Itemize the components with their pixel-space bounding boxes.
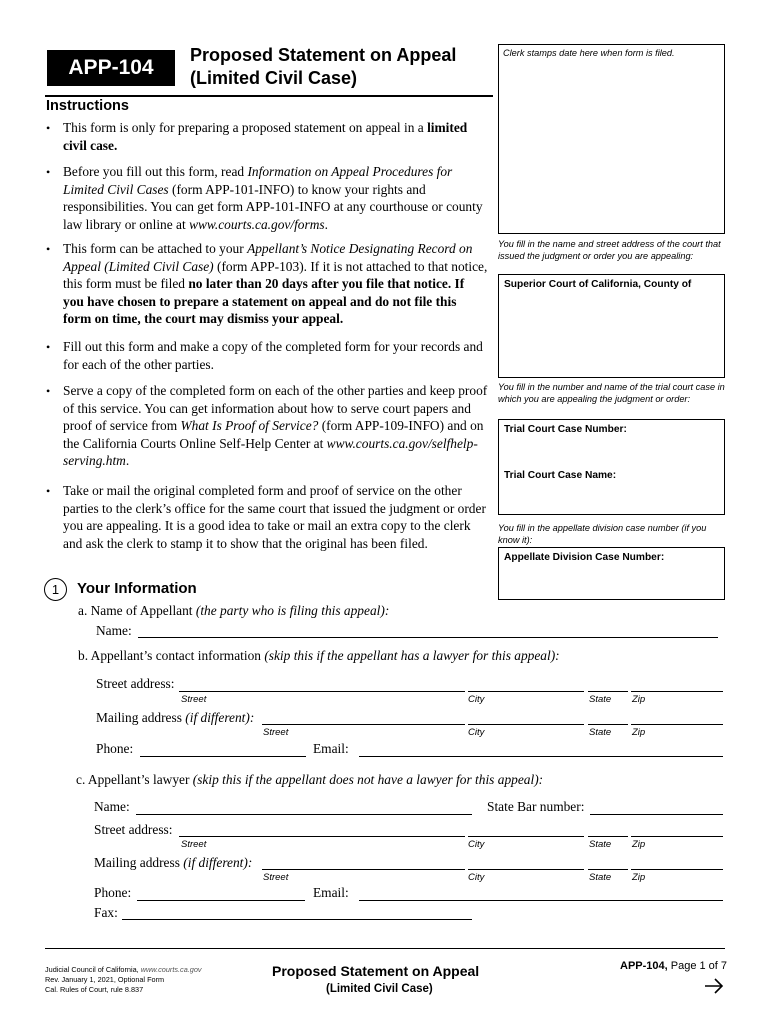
lawyer-state-field[interactable] xyxy=(588,836,628,837)
item-b-label: b. Appellant’s contact information (skip this if the appellant has a lawyer for this appeal): xyxy=(78,648,560,663)
city-caption: City xyxy=(468,839,485,850)
street-field[interactable] xyxy=(179,691,465,692)
lawyer-mailing-state-field[interactable] xyxy=(588,869,628,870)
lawyer-email-label: Email: xyxy=(313,885,349,900)
zip-caption: Zip xyxy=(632,872,646,883)
lawyer-phone-field[interactable] xyxy=(137,900,305,901)
state-field[interactable] xyxy=(588,691,628,692)
footer-divider xyxy=(45,948,725,949)
state-bar-label: State Bar number: xyxy=(487,799,585,814)
city-caption: City xyxy=(468,872,485,883)
zip-caption: Zip xyxy=(632,839,646,850)
city-field[interactable] xyxy=(468,691,584,692)
lawyer-name-field[interactable] xyxy=(136,814,472,815)
bullet-dot: • xyxy=(46,121,51,135)
item-a-label: a. Name of Appellant (the party who is filing this appeal): xyxy=(78,603,390,618)
state-bar-field[interactable] xyxy=(590,814,723,815)
clerk-stamp-note: Clerk stamps date here when form is filed. xyxy=(503,48,675,58)
header-divider xyxy=(45,95,493,97)
bullet-dot: • xyxy=(46,340,51,354)
street-caption: Street xyxy=(263,727,289,738)
instructions-heading: Instructions xyxy=(46,98,129,114)
lawyer-street-field[interactable] xyxy=(179,836,465,837)
email-label: Email: xyxy=(313,741,349,756)
court-label: Superior Court of California, County of xyxy=(504,279,692,290)
state-caption: State xyxy=(589,839,612,850)
appellant-name-field[interactable] xyxy=(138,637,718,638)
lawyer-mailing-street-field[interactable] xyxy=(262,869,465,870)
mailing-address-label: Mailing address (if different): xyxy=(96,710,255,725)
state-caption: State xyxy=(589,694,612,705)
appellate-note: You fill in the appellate division case number (if you know it): xyxy=(498,523,707,546)
item-c-label: c. Appellant’s lawyer (skip this if the appellant does not have a lawyer for this appeal): xyxy=(76,772,544,787)
footer-rule-citation: Cal. Rules of Court, rule 8.837 xyxy=(45,985,144,994)
instruction-3: This form can be attached to your Appellant’s Notice Designating Record on Appeal (Limited Civil Case) (form APP-103). If it is not attached to that notice, this form must be filed no later than 20 days after you file that notice. If you have chosen to prepare a statement on appeal and do not file this form on time, the court may dismiss your appeal. xyxy=(63,241,488,326)
instruction-2: Before you fill out this form, read Information on Appeal Procedures for Limited Civil Cases (form APP-101-INFO) to know your rights and responsibilities. You can get form APP-101-INFO at any courthouse or county law library or online at www.courts.ca.gov/forms. xyxy=(63,164,483,232)
lawyer-mailing-address-label: Mailing address (if different): xyxy=(94,855,253,870)
lawyer-mailing-city-field[interactable] xyxy=(468,869,584,870)
lawyer-zip-field[interactable] xyxy=(631,836,723,837)
city-caption: City xyxy=(468,727,485,738)
footer-subtitle: (Limited Civil Case) xyxy=(326,983,433,995)
street-caption: Street xyxy=(181,839,207,850)
state-caption: State xyxy=(589,872,612,883)
lawyer-fax-label: Fax: xyxy=(94,905,118,920)
appellate-case-label: Appellate Division Case Number: xyxy=(504,552,665,563)
form-title: Proposed Statement on Appeal xyxy=(190,45,457,65)
phone-field[interactable] xyxy=(140,756,306,757)
zip-caption: Zip xyxy=(632,694,646,705)
mailing-zip-field[interactable] xyxy=(631,724,723,725)
footer-revision: Rev. January 1, 2021, Optional Form xyxy=(45,975,165,984)
phone-label: Phone: xyxy=(96,741,134,756)
lawyer-street-address-label: Street address: xyxy=(94,822,173,837)
bullet-dot: • xyxy=(46,384,51,398)
bullet-dot: • xyxy=(46,242,51,256)
mailing-street-field[interactable] xyxy=(262,724,465,725)
lawyer-name-label: Name: xyxy=(94,799,130,814)
trial-case-note: You fill in the number and name of the trial court case in which you are appealing the judgment or order: xyxy=(498,382,725,405)
lawyer-phone-label: Phone: xyxy=(94,885,132,900)
clerk-stamp-box[interactable] xyxy=(498,44,725,234)
page-indicator: APP-104, Page 1 of 7 xyxy=(620,960,728,972)
lawyer-city-field[interactable] xyxy=(468,836,584,837)
court-note: You fill in the name and street address of the court that issued the judgment or order you are appealing: xyxy=(498,239,721,262)
zip-caption: Zip xyxy=(632,727,646,738)
trial-case-number-label: Trial Court Case Number: xyxy=(504,424,627,435)
zip-field[interactable] xyxy=(631,691,723,692)
mailing-state-field[interactable] xyxy=(588,724,628,725)
lawyer-fax-field[interactable] xyxy=(122,919,472,920)
section-title: Your Information xyxy=(77,580,197,597)
next-page-arrow-icon[interactable] xyxy=(703,976,725,996)
lawyer-email-field[interactable] xyxy=(359,900,723,901)
bullet-dot: • xyxy=(46,484,51,498)
trial-case-name-label: Trial Court Case Name: xyxy=(504,470,617,481)
footer-title: Proposed Statement on Appeal xyxy=(272,963,480,979)
email-field[interactable] xyxy=(359,756,723,757)
form-id-badge: APP-104 xyxy=(47,50,175,86)
street-address-label: Street address: xyxy=(96,676,175,691)
instruction-5: Serve a copy of the completed form on each of the other parties and keep proof of this service. You can get information about how to serve court papers and proof of service from What Is Proof of Service? (form APP-109-INFO) and on the California Courts Online Self-Help Center at www.courts.ca.gov/selfhelp-serving.htm. xyxy=(63,383,488,468)
instruction-6: Take or mail the original completed form and proof of service on the other parties to the clerk’s office for the same court that issued the judgment or order you are appealing. It is a good idea to take or mail an extra copy to the clerk and ask the clerk to stamp it to show that the original has been filed. xyxy=(63,483,486,551)
street-caption: Street xyxy=(263,872,289,883)
instruction-4: Fill out this form and make a copy of the completed form for your records and for each of the other parties. xyxy=(63,339,483,372)
courts-link: www.courts.ca.gov xyxy=(140,965,202,974)
footer-publisher: Judicial Council of California, www.courts.ca.gov xyxy=(45,965,202,974)
city-caption: City xyxy=(468,694,485,705)
bullet-dot: • xyxy=(46,165,51,179)
state-caption: State xyxy=(589,727,612,738)
section-number: 1 xyxy=(44,578,67,601)
form-subtitle: (Limited Civil Case) xyxy=(190,68,358,88)
mailing-city-field[interactable] xyxy=(468,724,584,725)
instruction-1: This form is only for preparing a proposed statement on appeal in a limited civil case. xyxy=(63,120,468,153)
appellant-name-label: Name: xyxy=(96,623,132,638)
street-caption: Street xyxy=(181,694,207,705)
lawyer-mailing-zip-field[interactable] xyxy=(631,869,723,870)
